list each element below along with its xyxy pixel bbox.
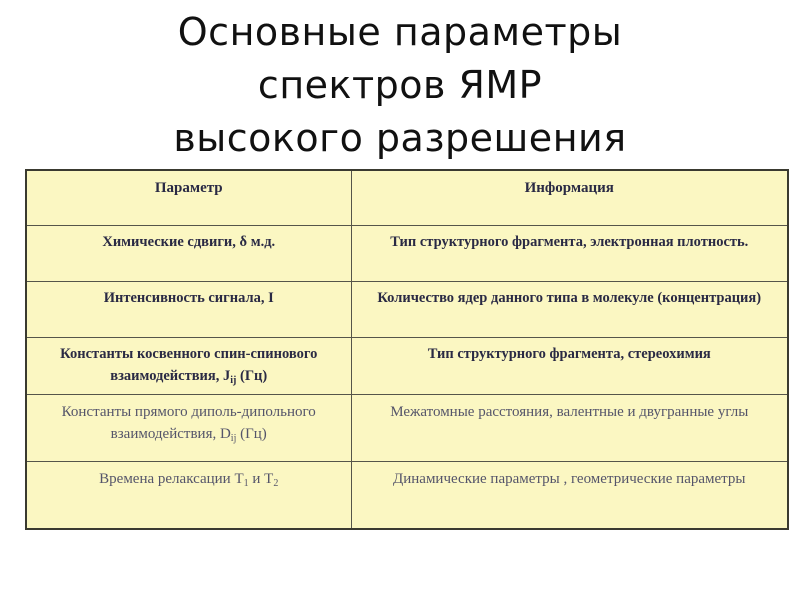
header-info: Информация [351, 170, 788, 226]
info-cell: Динамические параметры , геометрические параметры [351, 462, 788, 530]
param-text: Константы косвенного спин-спинового взаимодействия, J [60, 346, 318, 384]
table-row [26, 226, 788, 282]
table-row [26, 338, 788, 395]
param-cell [26, 395, 351, 462]
table-row [26, 462, 788, 530]
info-cell: Тип структурного фрагмента, стереохимия [351, 338, 788, 395]
info-cell: Количество ядер данного типа в молекуле (концентрация) [351, 282, 788, 338]
param-text: Времена релаксации T [99, 471, 244, 487]
info-cell: Тип структурного фрагмента, электронная плотность. [351, 226, 788, 282]
table-header-row [26, 170, 788, 226]
param-subscript: ij [230, 375, 237, 386]
slide-title-line-3: высокого разрешения [173, 116, 627, 160]
header-param: Параметр [26, 170, 351, 226]
param-unit: (Гц) [236, 368, 268, 384]
param-cell: Интенсивность сигнала, I [26, 282, 351, 338]
slide-title-line-1: Основные параметры [177, 10, 623, 54]
param-unit: (Гц) [236, 426, 267, 442]
param-text: Константы прямого диполь-дипольного взаимодействия, D [61, 404, 316, 442]
param-cell [26, 338, 351, 395]
slide-title-line-2: спектров ЯМР [257, 63, 543, 107]
param-subscript-2: 2 [273, 478, 279, 489]
info-cell: Межатомные расстояния, валентные и двугранные углы [351, 395, 788, 462]
param-cell: Химические сдвиги, δ м.д. [26, 226, 351, 282]
table-row [26, 395, 788, 462]
param-subscript: ij [230, 433, 237, 444]
table-row [26, 282, 788, 338]
slide-title [0, 6, 800, 165]
param-subscript-1: 1 [243, 478, 249, 489]
nmr-parameters-table [25, 169, 789, 530]
param-cell [26, 462, 351, 530]
param-text-mid: и T [248, 471, 274, 487]
